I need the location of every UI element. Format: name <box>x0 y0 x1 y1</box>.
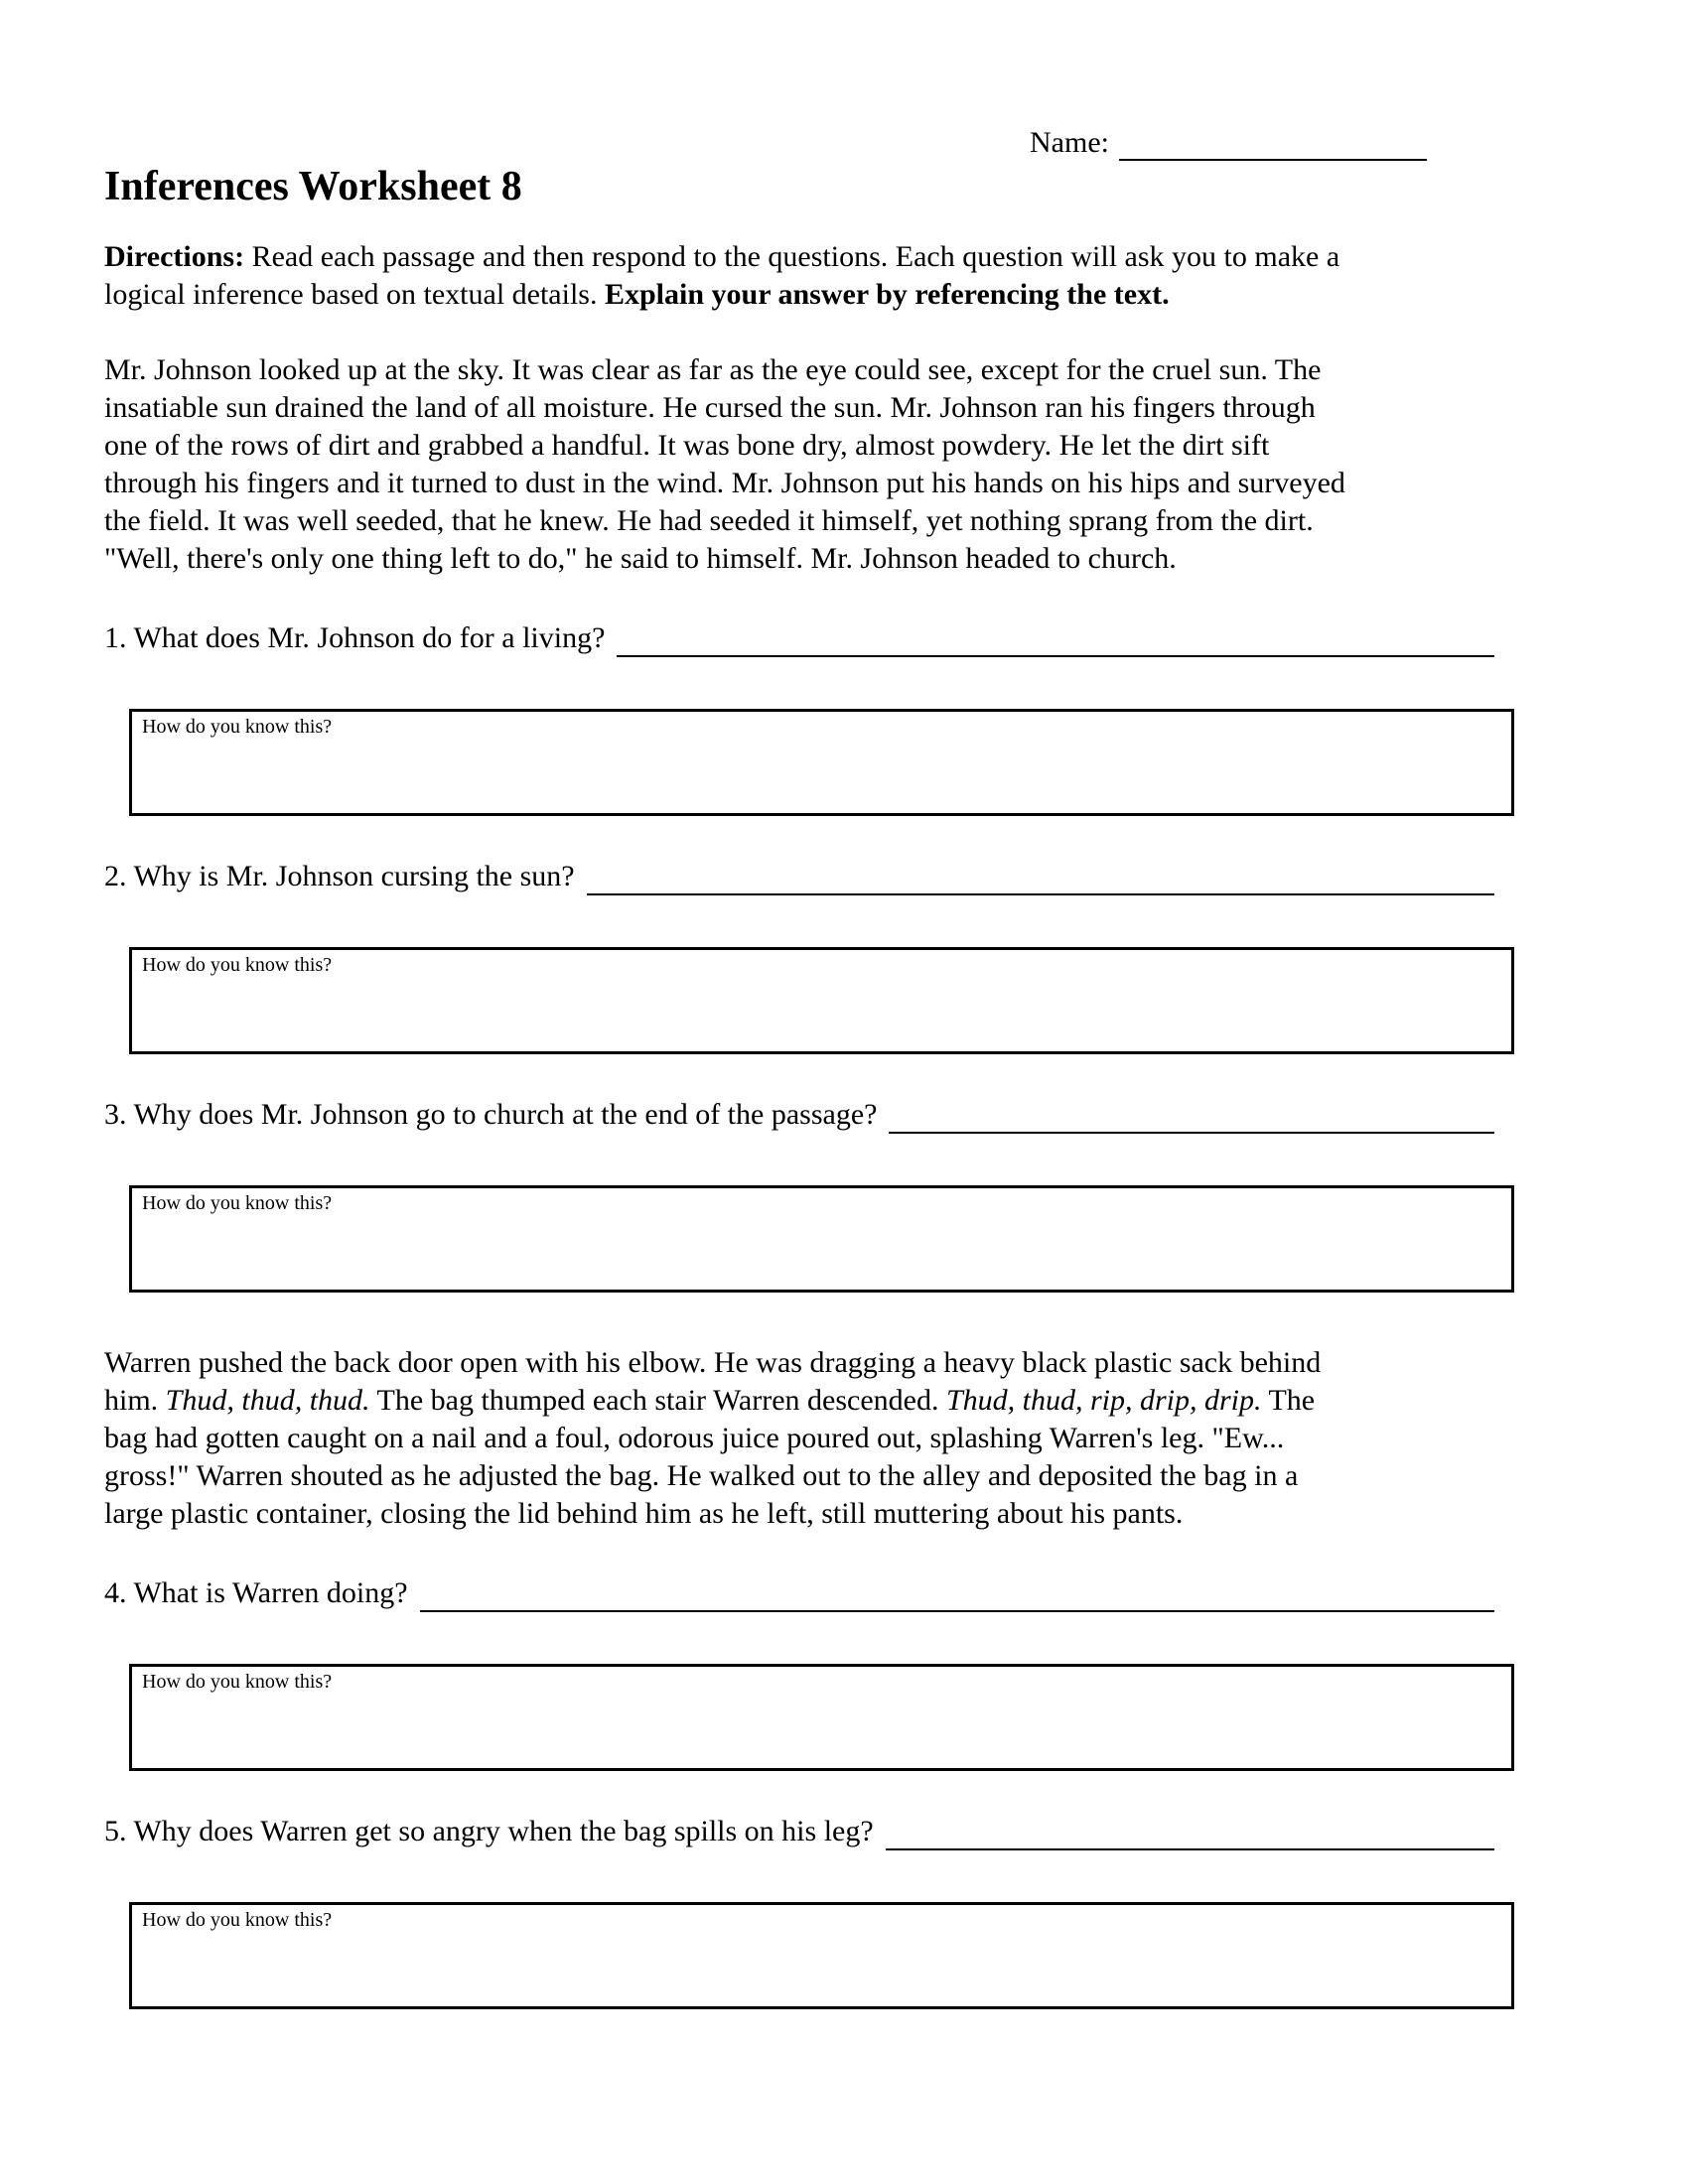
text-segment: Thud, thud, thud. <box>165 1384 370 1417</box>
question-1-row <box>104 619 1519 657</box>
question-2-row <box>104 858 1519 895</box>
text-segment: logical inference based on textual details. <box>104 278 605 311</box>
text-line <box>104 502 1519 540</box>
text-line <box>104 1344 1519 1382</box>
question-2-text: 2. Why is Mr. Johnson cursing the sun? <box>104 860 575 892</box>
name-label: Name: <box>1030 126 1109 159</box>
question-5-row <box>104 1813 1519 1850</box>
text-segment: The <box>1261 1384 1316 1417</box>
question-2-box-label: How do you know this? <box>142 954 333 976</box>
text-segment: "Well, there's only one thing left to do," he said to himself. Mr. Johnson headed to church. <box>104 542 1177 575</box>
text-segment: Mr. Johnson looked up at the sky. It was clear as far as the eye could see, except for the cruel sun. The <box>104 353 1322 386</box>
text-segment: Directions: <box>104 240 245 273</box>
text-segment: one of the rows of dirt and grabbed a handful. It was bone dry, almost powdery. He let the dirt sift <box>104 429 1270 462</box>
text-line <box>104 1420 1519 1457</box>
question-1-box-label: How do you know this? <box>142 716 333 738</box>
text-segment: Thud, thud, rip, drip, drip. <box>945 1384 1262 1417</box>
question-5-answer-line[interactable] <box>886 1815 1494 1850</box>
text-segment: Read each passage and then respond to the questions. Each question will ask you to make a <box>244 240 1340 273</box>
text-line <box>104 351 1519 389</box>
question-5-answer-box[interactable] <box>129 1902 1514 2009</box>
text-segment: him. <box>104 1384 166 1417</box>
text-segment: the field. It was well seeded, that he knew. He had seeded it himself, yet nothing sprang from the dirt. <box>104 504 1314 537</box>
text-line <box>104 389 1519 427</box>
question-2-answer-line[interactable] <box>587 860 1494 895</box>
question-4-box-label: How do you know this? <box>142 1671 333 1693</box>
passage-1 <box>104 351 1519 578</box>
text-line <box>104 238 1519 276</box>
question-1-answer-line[interactable] <box>617 621 1494 657</box>
text-line <box>104 1457 1519 1495</box>
text-segment: gross!" Warren shouted as he adjusted the bag. He walked out to the alley and deposited the bag in a <box>104 1459 1299 1492</box>
text-segment: large plastic container, closing the lid behind him as he left, still muttering about his pants. <box>104 1497 1184 1530</box>
name-row <box>104 125 1519 161</box>
question-3-answer-line[interactable] <box>889 1098 1494 1134</box>
page-title: Inferences Worksheet 8 <box>104 164 522 209</box>
passage-2 <box>104 1344 1519 1533</box>
question-2-answer-box[interactable] <box>129 947 1514 1054</box>
text-line <box>104 276 1519 314</box>
question-3-text: 3. Why does Mr. Johnson go to church at the end of the passage? <box>104 1098 878 1131</box>
text-line <box>104 427 1519 465</box>
question-4-answer-line[interactable] <box>420 1576 1494 1612</box>
text-line <box>104 540 1519 578</box>
question-1-answer-box[interactable] <box>129 709 1514 816</box>
question-1-text: 1. What does Mr. Johnson do for a living? <box>104 621 606 654</box>
question-4-text: 4. What is Warren doing? <box>104 1576 408 1609</box>
text-segment: The bag thumped each stair Warren descended. <box>369 1384 946 1417</box>
question-5-text: 5. Why does Warren get so angry when the bag spills on his leg? <box>104 1815 874 1847</box>
question-3-row <box>104 1096 1519 1134</box>
text-segment: insatiable sun drained the land of all moisture. He cursed the sun. Mr. Johnson ran his fingers through <box>104 391 1316 424</box>
directions-text <box>104 238 1519 314</box>
question-4-row <box>104 1574 1519 1612</box>
question-3-box-label: How do you know this? <box>142 1192 333 1214</box>
question-3-answer-box[interactable] <box>129 1185 1514 1293</box>
text-line <box>104 1382 1519 1420</box>
text-segment: through his fingers and it turned to dust in the wind. Mr. Johnson put his hands on his hips and surveyed <box>104 467 1345 499</box>
question-4-answer-box[interactable] <box>129 1664 1514 1771</box>
text-segment: Explain your answer by referencing the text. <box>604 278 1170 311</box>
text-line <box>104 465 1519 502</box>
text-segment: Warren pushed the back door open with his elbow. He was dragging a heavy black plastic sack behind <box>104 1346 1322 1379</box>
question-5-box-label: How do you know this? <box>142 1909 333 1931</box>
name-answer-line[interactable] <box>1119 129 1427 161</box>
text-line <box>104 1495 1519 1533</box>
text-segment: bag had gotten caught on a nail and a foul, odorous juice poured out, splashing Warren's leg. "Ew... <box>104 1422 1285 1454</box>
